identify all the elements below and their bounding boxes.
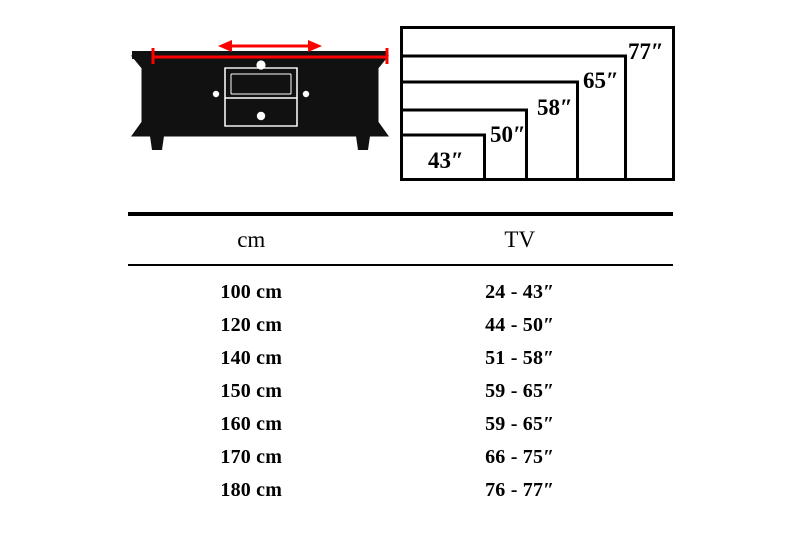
cell-cm: 150 cm xyxy=(220,380,283,402)
arrow-head-left xyxy=(218,40,232,52)
cell-tv: 66 - 75″ xyxy=(485,446,555,468)
width-arrow-svg xyxy=(150,36,390,64)
table-gap xyxy=(128,266,673,276)
illustration-area xyxy=(0,0,800,200)
table-row xyxy=(128,375,673,408)
cell-cm: 180 cm xyxy=(220,479,283,501)
arrow-head-right xyxy=(308,40,322,52)
cell-cm: 100 cm xyxy=(220,281,283,303)
table-header-row xyxy=(128,216,673,264)
width-arrow xyxy=(150,36,390,64)
cell-tv: 59 - 65″ xyxy=(485,413,555,435)
stand-knob-right xyxy=(303,91,309,97)
cell-cm: 120 cm xyxy=(220,314,283,336)
stand-leg-right xyxy=(356,136,370,150)
stand-knob-left xyxy=(213,91,219,97)
stand-leg-left xyxy=(150,136,164,150)
tv-size-label-58: 58″ xyxy=(537,95,573,120)
cell-tv: 76 - 77″ xyxy=(485,479,555,501)
cell-tv: 51 - 58″ xyxy=(485,347,555,369)
table-header-tv: TV xyxy=(504,227,536,252)
tv-size-label-77: 77″ xyxy=(628,39,664,64)
cell-cm: 170 cm xyxy=(220,446,283,468)
table-row xyxy=(128,441,673,474)
stand-knob-bottom-center xyxy=(257,112,265,120)
tv-size-svg xyxy=(400,26,675,181)
cell-tv: 59 - 65″ xyxy=(485,380,555,402)
table-header-cm: cm xyxy=(237,227,266,252)
table-row xyxy=(128,342,673,375)
tv-size-label-50: 50″ xyxy=(490,122,526,147)
table-row xyxy=(128,408,673,441)
table-row xyxy=(128,276,673,309)
table-row xyxy=(128,474,673,507)
tv-size-label-43: 43″ xyxy=(428,148,464,173)
cell-tv: 24 - 43″ xyxy=(485,281,555,303)
tv-size-label-65: 65″ xyxy=(583,68,619,93)
cell-cm: 160 cm xyxy=(220,413,283,435)
tv-size-diagram xyxy=(400,26,675,181)
cell-tv: 44 - 50″ xyxy=(485,314,555,336)
table-row xyxy=(128,309,673,342)
cell-cm: 140 cm xyxy=(220,347,283,369)
size-table xyxy=(128,212,673,507)
